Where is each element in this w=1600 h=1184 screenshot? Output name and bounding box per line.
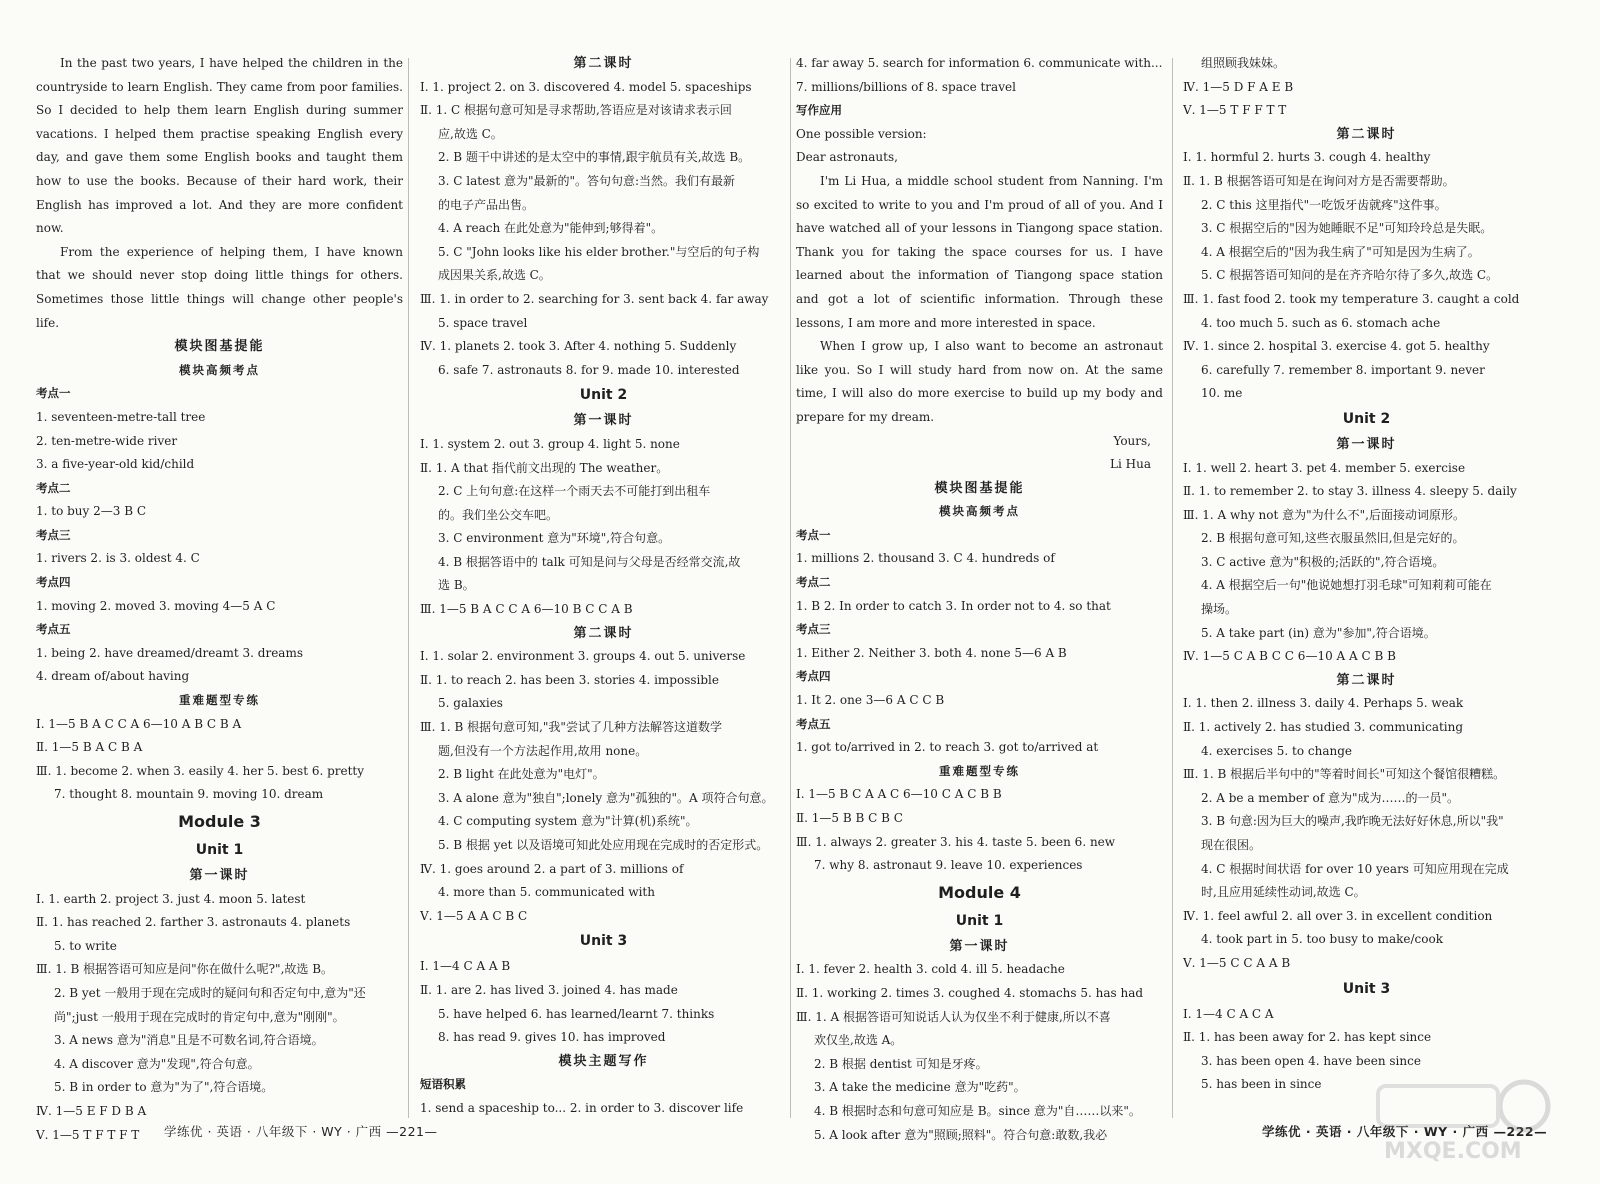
answer-line: Ⅱ. 1. A that 指代前文出现的 The weather。 <box>420 460 669 475</box>
section-heading: 第一课时 <box>573 413 634 429</box>
answer-line: 3. A alone 意为"独自";lonely 意为"孤独的"。A 项符合句意。 <box>438 790 774 805</box>
footer-right: 学练优 · 英语 · 八年级下 · WY · 广西 —222— <box>1262 1124 1548 1139</box>
answer-line: 1. send a spaceship to... 2. in order to 3. discover life <box>420 1100 744 1115</box>
answer-line: Ⅱ. 1. B 根据答语可知是在询问对方是否需要帮助。 <box>1183 173 1455 188</box>
answer-line: 1. being 2. have dreamed/dreamt 3. dreams <box>36 645 303 660</box>
answer-line: Ⅳ. 1. feel awful 2. all over 3. in excellent condition <box>1183 908 1493 923</box>
column-divider <box>790 58 791 1118</box>
answer-line: 7. why 8. astronaut 9. leave 10. experiences <box>814 858 1083 873</box>
answer-line: 2. C this 这里指代"一吃饭牙齿就疼"这件事。 <box>1201 197 1447 212</box>
answer-line: 欢仅坐,故选 A。 <box>814 1033 903 1048</box>
answer-line: Ⅲ. 1. A why not 意为"为什么不",后面接动词原形。 <box>1183 507 1465 522</box>
answer-line: Ⅰ. 1. well 2. heart 3. pet 4. member 5. exercise <box>1183 460 1466 475</box>
answer-line: 1. B 2. In order to catch 3. In order not to 4. so that <box>796 598 1111 613</box>
signature-line: Li Hua <box>1110 457 1151 472</box>
key-point-label: 考点三 <box>36 527 71 542</box>
answer-line: 3. C latest 意为"最新的"。答句句意:当然。我们有最新 <box>438 173 736 188</box>
section-heading: 第一课时 <box>189 868 250 883</box>
column-divider <box>1172 58 1173 1118</box>
column-divider <box>408 58 409 1118</box>
answer-line: 4. more than 5. communicated with <box>438 885 655 900</box>
answer-line: 尚";just 一般用于现在完成时的肯定句中,意为"刚刚"。 <box>54 1009 345 1024</box>
answer-line: 7. thought 8. mountain 9. moving 10. dream <box>54 787 324 802</box>
answer-line: Ⅴ. 1—5 C C A A B <box>1183 955 1291 970</box>
subsection-heading: 模块高频考点 <box>179 362 260 377</box>
answer-line: Ⅲ. 1. B 根据后半句中的"等着时间长"可知这个餐馆很糟糕。 <box>1183 767 1506 782</box>
answer-line: 3. C environment 意为"环境",符合句意。 <box>438 531 671 546</box>
answer-line: 3. has been open 4. have been since <box>1201 1053 1421 1068</box>
section-heading: 第二课时 <box>573 56 634 71</box>
answer-line: 3. C 根据空后的"因为她睡眠不足"可知玲玲总是失眠。 <box>1201 221 1493 236</box>
answer-line: Ⅳ. 1. goes around 2. a part of 3. millions of <box>420 861 684 876</box>
answer-line: 3. a five-year-old kid/child <box>36 457 195 472</box>
answer-line: 4. C computing system 意为"计算(机)系统"。 <box>438 814 698 829</box>
answer-line: Ⅱ. 1—5 B B C B C <box>796 811 903 825</box>
answer-column-1 <box>36 52 403 1147</box>
answer-line: Ⅰ. 1—4 C A A B <box>420 959 511 974</box>
answer-line: 5. space travel <box>438 315 528 330</box>
answer-line: 7. millions/billions of 8. space travel <box>796 79 1016 94</box>
footer-left: 学练优 · 英语 · 八年级下 · WY · 广西 —221— <box>164 1124 438 1139</box>
paragraph: When I grow up, I also want to become an astronaut like you. So I will study hard from now on. At the same time, I will also do more exercise to build up my body and prepare for my dream. <box>796 339 1163 424</box>
answer-line: 3. A news 意为"消息"且是不可数名词,符合语境。 <box>54 1033 324 1048</box>
answer-line: 4. B 根据时态和句意可知应是 B。since 意为"自……以来"。 <box>814 1103 1141 1118</box>
answer-line: Ⅰ. 1—5 B A C C A 6—10 A B C B A <box>36 716 242 731</box>
section-heading: 模块主题写作 <box>558 1053 649 1069</box>
answer-line: 2. B yet 一般用于现在完成时的疑问句和否定句中,意为"还 <box>54 985 366 1000</box>
answer-line: 4. C 根据时间状语 for over 10 years 可知应用现在完成 <box>1201 861 1509 876</box>
answer-line: 5. A look after 意为"照顾;照料"。符合句意:敢数,我必 <box>814 1127 1108 1142</box>
answer-line: 现在很困。 <box>1201 838 1262 852</box>
key-point-label: 考点五 <box>796 716 831 731</box>
answer-line: 5. has been in since <box>1201 1077 1322 1092</box>
answer-line: 1. Either 2. Neither 3. both 4. none 5—6 A B <box>796 645 1067 660</box>
answer-line: 4. A reach 在此处意为"能伸到;够得着"。 <box>438 221 664 236</box>
answer-line: One possible version: <box>796 126 927 141</box>
answer-line: 4. A 根据空后一句"他说她想打羽毛球"可知莉莉可能在 <box>1201 578 1492 593</box>
answer-line: 6. safe 7. astronauts 8. for 9. made 10. interested <box>438 362 740 377</box>
answer-line: 5. B 根据 yet 以及语境可知此处应用现在完成时的否定形式。 <box>438 838 769 852</box>
answer-line: 1. to buy 2—3 B C <box>36 504 147 519</box>
key-point-label: 考点一 <box>36 386 71 401</box>
answer-line: 5. galaxies <box>438 696 503 711</box>
answer-line: Ⅱ. 1—5 B A C B A <box>36 740 143 755</box>
answer-line: Ⅱ. 1. are 2. has lived 3. joined 4. has made <box>420 982 678 997</box>
watermark-logo <box>1372 1076 1562 1166</box>
answer-line: 2. B 根据 dentist 可知是牙疼。 <box>814 1056 988 1071</box>
answer-column-4 <box>1183 52 1550 1097</box>
unit-heading: Unit 1 <box>195 842 244 858</box>
answer-line: Ⅰ. 1. solar 2. environment 3. groups 4. out 5. universe <box>420 649 746 664</box>
answer-line: 应,故选 C。 <box>438 126 503 141</box>
answer-line: 5. C 根据答语可知问的是在齐齐哈尔待了多久,故选 C。 <box>1201 268 1499 283</box>
answer-line: Ⅱ. 1. actively 2. has studied 3. communicating <box>1183 720 1464 735</box>
answer-line: Ⅱ. 1. C 根据句意可知是寻求帮助,答语应是对该请求表示回 <box>420 103 732 118</box>
answer-line: 2. C 上句句意:在这样一个雨天去不可能打到出租车 <box>438 484 711 499</box>
watermark-text: MXQE.COM <box>1384 1139 1522 1164</box>
answer-line: Ⅲ. 1—5 B A C C A 6—10 B C C A B <box>420 602 633 617</box>
answer-line: 5. to write <box>54 938 117 953</box>
section-heading: 第一课时 <box>1336 436 1397 452</box>
answer-line: Ⅱ. 1. to remember 2. to stay 3. illness 4. sleepy 5. daily <box>1183 484 1517 499</box>
answer-line: 8. has read 9. gives 10. has improved <box>438 1030 666 1045</box>
answer-line: 1. millions 2. thousand 3. C 4. hundreds of <box>796 551 1055 566</box>
answer-line: 3. C active 意为"积极的;活跃的",符合语境。 <box>1201 554 1445 569</box>
section-heading: 第一课时 <box>949 938 1010 954</box>
answer-line: 2. B light 在此处意为"电灯"。 <box>438 767 605 782</box>
answer-line: 时,且应用延续性动词,故选 C。 <box>1201 885 1366 900</box>
answer-line: Ⅱ. 1. has reached 2. farther 3. astronauts 4. planets <box>36 915 351 930</box>
answer-line: 1. moving 2. moved 3. moving 4—5 A C <box>36 598 276 613</box>
key-point-label: 写作应用 <box>796 103 842 118</box>
answer-line: 2. ten-metre-wide river <box>36 433 178 448</box>
key-point-label: 考点一 <box>796 527 831 542</box>
answer-line: 2. B 根据句意可知,这些衣服虽然旧,但是完好的。 <box>1201 531 1465 546</box>
answer-line: Ⅰ. 1. system 2. out 3. group 4. light 5. none <box>420 436 680 451</box>
subsection-heading: 模块高频考点 <box>939 504 1020 519</box>
answer-line: Ⅰ. 1. earth 2. project 3. just 4. moon 5. latest <box>36 891 306 906</box>
paragraph: I'm Li Hua, a middle school student from Nanning. I'm so excited to write to you and I'm proud of all of you. And I have watched all of your lessons in Tiangong space station. Thank you for taking the space courses for us. I have learned about the information of Tiangong space station and got a lot of scientific information. Through these lessons, I am more and more interested in space. <box>796 173 1163 330</box>
answer-line: Ⅴ. 1—5 T F F T T <box>1183 103 1287 118</box>
answer-line: Ⅳ. 1. planets 2. took 3. After 4. nothing 5. Suddenly <box>420 339 737 354</box>
answer-line: Dear astronauts, <box>796 150 898 165</box>
answer-line: 2. A be a member of 意为"成为……的一员"。 <box>1201 790 1460 805</box>
key-point-label: 考点二 <box>36 480 71 495</box>
key-point-label: 考点五 <box>36 622 71 637</box>
key-point-label: 考点三 <box>796 622 831 637</box>
answer-line: 4. A discover 意为"发现",符合句意。 <box>54 1056 260 1071</box>
answer-line: 操场。 <box>1201 602 1238 617</box>
answer-column-2 <box>420 52 787 1121</box>
unit-heading: Unit 3 <box>1342 980 1391 997</box>
answer-line: 选 B。 <box>438 578 475 593</box>
answer-line: 3. B 句意:因为巨大的噪声,我昨晚无法好好休息,所以"我" <box>1201 814 1504 829</box>
subsection-heading: 重难题型专练 <box>939 763 1020 778</box>
answer-line: Ⅲ. 1. A 根据答语可知说话人认为仅坐不利于健康,所以不喜 <box>796 1009 1111 1024</box>
answer-line: 4. exercises 5. to change <box>1201 743 1353 758</box>
answer-line: Ⅲ. 1. in order to 2. searching for 3. sent back 4. far away <box>420 291 769 306</box>
answer-line: 2. B 题干中讲述的是太空中的事情,跟宇航员有关,故选 B。 <box>438 150 751 165</box>
key-point-label: 考点四 <box>36 575 71 590</box>
answer-line: Ⅰ. 1. fever 2. health 3. cold 4. ill 5. headache <box>796 962 1065 977</box>
unit-heading: Unit 3 <box>579 933 628 950</box>
answer-line: Ⅰ. 1. hormful 2. hurts 3. cough 4. healthy <box>1183 150 1431 165</box>
answer-line: 的。我们坐公交车吧。 <box>438 507 559 522</box>
answer-line: 题,但没有一个方法起作用,故用 none。 <box>438 743 648 758</box>
key-point-label: 考点四 <box>796 669 831 684</box>
answer-line: Ⅳ. 1—5 E F D B A <box>36 1103 147 1118</box>
answer-line: Ⅰ. 1. then 2. illness 3. daily 4. Perhaps 5. weak <box>1183 696 1464 711</box>
answer-line: Ⅰ. 1. project 2. on 3. discovered 4. model 5. spaceships <box>420 79 752 94</box>
answer-line: 4. far away 5. search for information 6. communicate with... <box>796 56 1163 70</box>
answer-line: Ⅲ. 1. become 2. when 3. easily 4. her 5. best 6. pretty <box>36 763 365 778</box>
answer-line: Ⅱ. 1. to reach 2. has been 3. stories 4. impossible <box>420 672 719 687</box>
signature-line: Yours, <box>1113 433 1151 448</box>
key-point-label: 短语积累 <box>420 1077 466 1092</box>
answer-line: 4. A 根据空后的"因为我生病了"可知是因为生病了。 <box>1201 244 1480 259</box>
answer-line: Ⅲ. 1. fast food 2. took my temperature 3. caught a cold <box>1183 291 1520 306</box>
answer-line: 1. seventeen-metre-tall tree <box>36 409 206 424</box>
answer-line: 1. rivers 2. is 3. oldest 4. C <box>36 551 200 566</box>
answer-line: 组照顾我妹妹。 <box>1201 56 1286 70</box>
answer-line: 6. carefully 7. remember 8. important 9. never <box>1201 362 1485 377</box>
answer-line: Ⅲ. 1. always 2. greater 3. his 4. taste 5. been 6. new <box>796 834 1116 849</box>
answer-line: 10. me <box>1201 386 1243 401</box>
answer-line: 1. It 2. one 3—6 A C C B <box>796 693 945 708</box>
answer-line: 5. A take part (in) 意为"参加",符合语境。 <box>1201 625 1436 640</box>
section-heading: 模块图基提能 <box>174 339 265 355</box>
unit-heading: Unit 2 <box>1342 410 1391 427</box>
answer-line: Ⅰ. 1—4 C A C A <box>1183 1006 1274 1021</box>
answer-line: Ⅳ. 1—5 D F A E B <box>1183 79 1294 94</box>
answer-line: 5. C "John looks like his elder brother."与空后的句子构 <box>438 244 760 259</box>
key-point-label: 考点二 <box>796 575 831 590</box>
answer-line: Ⅴ. 1—5 T F T F T <box>36 1127 140 1142</box>
section-heading: 第二课时 <box>1336 126 1397 142</box>
section-heading: 第二课时 <box>1336 672 1397 688</box>
answer-line: Ⅰ. 1—5 B C A A C 6—10 C A C B B <box>796 787 1002 802</box>
answer-column-3 <box>796 52 1163 1147</box>
answer-line: 4. dream of/about having <box>36 669 190 684</box>
answer-line: 3. A take the medicine 意为"吃药"。 <box>814 1080 1026 1095</box>
answer-line: Ⅲ. 1. B 根据句意可知,"我"尝试了几种方法解答这道数学 <box>420 720 722 735</box>
answer-line: Ⅱ. 1. working 2. times 3. coughed 4. stomachs 5. has had <box>796 985 1144 1000</box>
subsection-heading: 重难题型专练 <box>179 693 260 708</box>
section-heading: 第二课时 <box>573 625 634 641</box>
module-heading: Module 3 <box>178 812 261 831</box>
answer-line: 的电子产品出售。 <box>438 197 535 212</box>
unit-heading: Unit 1 <box>955 912 1004 929</box>
answer-line: 成因果关系,故选 C。 <box>438 268 551 283</box>
unit-heading: Unit 2 <box>579 387 628 404</box>
answer-line: 4. too much 5. such as 6. stomach ache <box>1201 315 1441 330</box>
answer-line: Ⅱ. 1. has been away for 2. has kept since <box>1183 1030 1432 1045</box>
paragraph: In the past two years, I have helped the children in the countryside to learn English. They came from poor families. So I decided to help them learn English during summer vacations. I helped them practise speaking English every day, and gave them some English books and taught them how to use the books. Because of their hard work, their English has improved a lot. And they are more confident now. <box>36 56 403 236</box>
answer-line: Ⅴ. 1—5 A A C B C <box>420 908 528 923</box>
answer-line: Ⅲ. 1. B 根据答语可知应是问"你在做什么呢?",故选 B。 <box>36 962 334 977</box>
answer-line: 4. took part in 5. too busy to make/cook <box>1201 932 1443 947</box>
module-heading: Module 4 <box>938 882 1021 902</box>
section-heading: 模块图基提能 <box>934 480 1025 496</box>
answer-line: Ⅳ. 1—5 C A B C C 6—10 A A C B B <box>1183 649 1396 664</box>
answer-line: 1. got to/arrived in 2. to reach 3. got to/arrived at <box>796 740 1099 755</box>
answer-line: Ⅳ. 1. since 2. hospital 3. exercise 4. got 5. healthy <box>1183 339 1490 354</box>
paragraph: From the experience of helping them, I have known that we should never stop doing little things for others. Sometimes those little things will change other people's life. <box>36 244 403 330</box>
answer-line: 4. B 根据答语中的 talk 可知是问与父母是否经常交流,故 <box>438 554 741 569</box>
answer-line: 5. have helped 6. has learned/learnt 7. thinks <box>438 1006 715 1021</box>
answer-line: 5. B in order to 意为"为了",符合语境。 <box>54 1080 274 1095</box>
